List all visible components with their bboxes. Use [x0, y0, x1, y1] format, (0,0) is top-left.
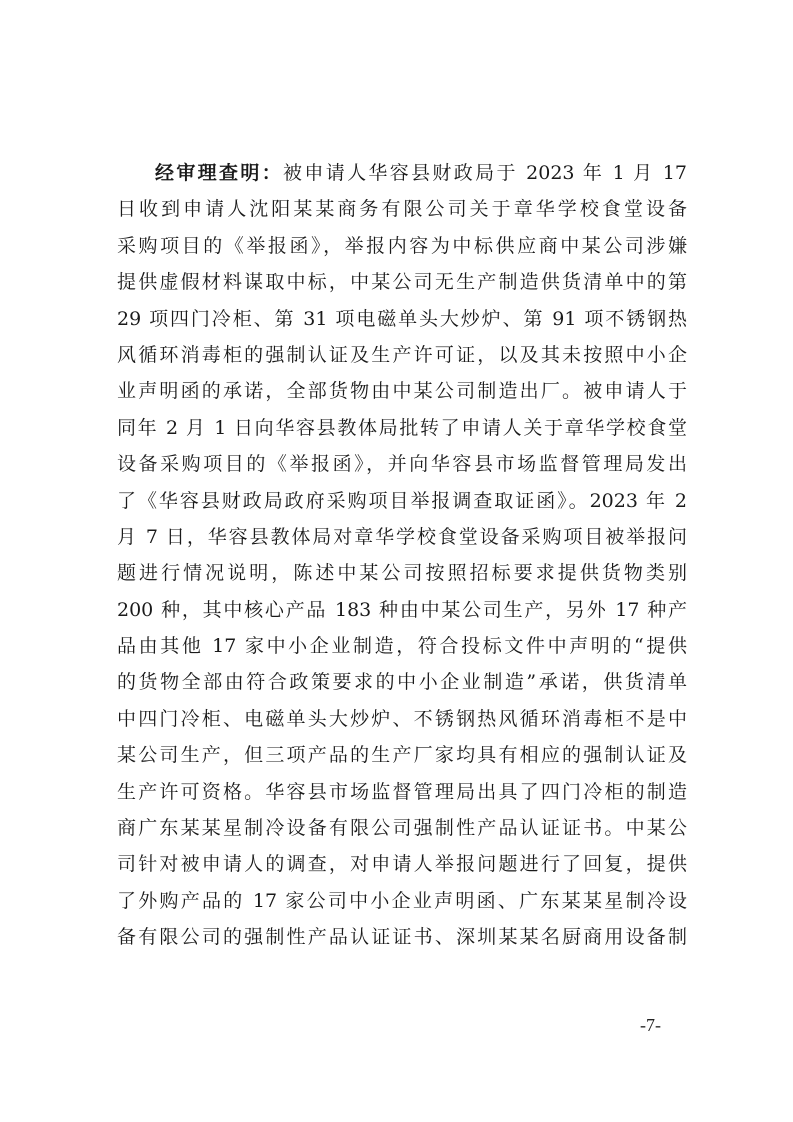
paragraph-line: 风循环消毒柜的强制认证及生产许可证，以及其未按照中小企 — [117, 343, 687, 366]
paragraph-line: 的货物全部由符合政策要求的中小企业制造”承诺，供货清单 — [117, 671, 687, 694]
paragraph-line: 了外购产品的 17 家公司中小企业声明函、广东某某星制冷设 — [117, 889, 687, 912]
paragraph-line-text: 被申请人华容县财政局于 2023 年 1 月 17 — [283, 162, 687, 184]
paragraph-line: 某公司生产，但三项产品的生产厂家均具有相应的强制认证及 — [117, 744, 687, 767]
paragraph-line: 月 7 日，华容县教体局对章华学校食堂设备采购项目被举报问 — [117, 525, 687, 548]
paragraph-line: 同年 2 月 1 日向华容县教体局批转了申请人关于章华学校食堂 — [117, 416, 687, 439]
paragraph-line: 业声明函的承诺，全部货物由中某公司制造出厂。被申请人于 — [117, 380, 687, 403]
paragraph-line: 中四门冷柜、电磁单头大炒炉、不锈钢热风循环消毒柜不是中 — [117, 707, 687, 730]
paragraph-line — [117, 155, 687, 191]
paragraph-line: 29 项四门冷柜、第 31 项电磁单头大炒炉、第 91 项不锈钢热 — [117, 307, 687, 330]
page-number: -7- — [640, 1015, 661, 1035]
paragraph-line: 日收到申请人沈阳某某商务有限公司关于章华学校食堂设备 — [117, 198, 687, 221]
paragraph-line: 生产许可资格。华容县市场监督管理局出具了四门冷柜的制造 — [117, 780, 687, 803]
paragraph-line: 采购项目的《举报函》，举报内容为中标供应商中某公司涉嫌 — [117, 234, 687, 257]
paragraph-line: 提供虚假材料谋取中标，中某公司无生产制造供货清单中的第 — [117, 271, 687, 294]
paragraph-line: 题进行情况说明，陈述中某公司按照招标要求提供货物类别 — [117, 562, 687, 585]
paragraph-line: 司针对被申请人的调查，对申请人举报问题进行了回复，提供 — [117, 853, 687, 876]
paragraph-line: 200 种，其中核心产品 183 种由中某公司生产，另外 17 种产 — [117, 598, 687, 621]
paragraph-line: 商广东某某星制冷设备有限公司强制性产品认证证书。中某公 — [117, 817, 687, 840]
paragraph-line: 了《华容县财政局政府采购项目举报调查取证函》。2023 年 2 — [117, 489, 687, 512]
paragraph-line: 备有限公司的强制性产品认证证书、深圳某某名厨商用设备制 — [117, 926, 687, 949]
section-lead: 经审理查明： — [155, 162, 284, 184]
paragraph-line: 设备采购项目的《举报函》，并向华容县市场监督管理局发出 — [117, 453, 687, 476]
paragraph-line: 品由其他 17 家中小企业制造，符合投标文件中声明的“提供 — [117, 635, 687, 658]
document-body — [117, 155, 687, 956]
